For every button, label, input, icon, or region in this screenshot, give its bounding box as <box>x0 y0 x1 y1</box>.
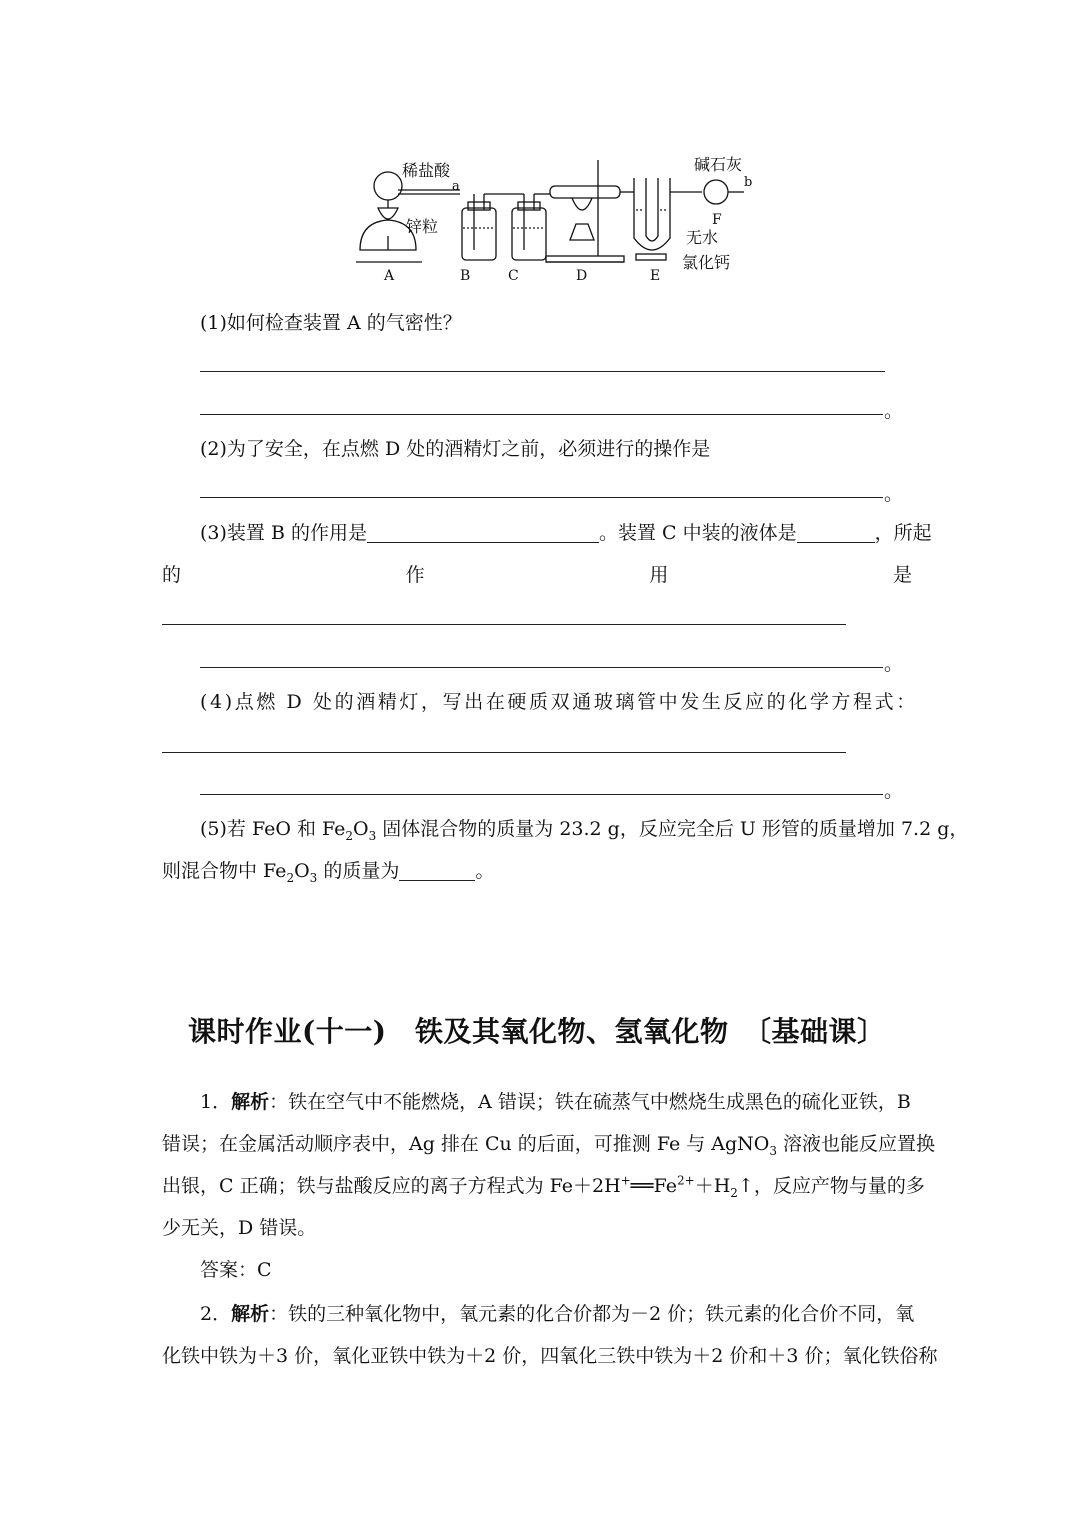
question-5-line-1 <box>200 817 968 841</box>
answer-line <box>200 667 883 668</box>
question-3-part1: (3)装置 B 的作用是 <box>200 522 367 544</box>
label-tube-f: F <box>712 212 722 228</box>
answer-line <box>200 414 883 415</box>
answer-1-line-1 <box>200 1090 911 1114</box>
subscript: 3 <box>309 870 318 885</box>
label-apparatus-b: B <box>460 268 471 284</box>
text-run: ：铁的三种氧化物中，氧元素的化合价都为－2 价；铁元素的化合价不同，氧 <box>269 1303 915 1325</box>
answer-2-line-1 <box>200 1302 914 1326</box>
subscript: 2 <box>730 1185 738 1200</box>
period-mark: 。 <box>884 653 904 675</box>
answer-1-line-2 <box>162 1132 935 1156</box>
subscript: 2 <box>345 828 354 843</box>
label-apparatus-d: D <box>576 268 588 284</box>
question-4: (4)点燃 D 处的酒精灯，写出在硬质双通玻璃管中发生反应的化学方程式： <box>200 691 918 713</box>
text-run: ↑，反应产物与量的多 <box>737 1175 925 1197</box>
subscript: 2 <box>286 870 295 885</box>
label-apparatus-c: C <box>508 268 519 284</box>
subscript: 3 <box>769 1143 778 1158</box>
label-anhydrous-1: 无水 <box>686 228 719 247</box>
label-zinc: 锌粒 <box>406 217 439 236</box>
fill-blank <box>797 522 875 543</box>
text-run: 则混合物中 Fe <box>162 860 287 882</box>
answer-1-line-4: 少无关，D 错误。 <box>162 1217 317 1239</box>
spread-char: 的 <box>162 564 182 586</box>
fill-blank <box>367 522 599 543</box>
item-number: 2． <box>200 1303 232 1325</box>
answer-line <box>200 794 883 795</box>
period-mark: 。 <box>884 483 904 505</box>
label-apparatus-a: A <box>384 268 395 284</box>
label-anhydrous-2: 氯化钙 <box>682 253 731 272</box>
text-run: 溶液也能反应置换 <box>777 1133 936 1155</box>
question-1: (1)如何检查装置 A 的气密性？ <box>200 312 462 334</box>
text-run: O <box>353 818 369 840</box>
analysis-label: 解析 <box>231 1303 270 1325</box>
answer-1-line-3 <box>162 1174 925 1198</box>
text-run: 固体混合物的质量为 23.2 g，反应完全后 U 形管的质量增加 7.2 g， <box>376 818 969 840</box>
subscript: 3 <box>368 828 377 843</box>
period-mark: 。 <box>884 780 904 802</box>
answer-line <box>200 371 885 372</box>
superscript: 2+ <box>677 1173 695 1188</box>
text-run: 错误；在金属活动顺序表中，Ag 排在 Cu 的后面，可推测 Fe 与 AgNO <box>162 1133 770 1155</box>
question-3-spread-line <box>162 563 912 587</box>
label-soda-lime: 碱石灰 <box>694 155 743 174</box>
spread-char: 是 <box>892 564 912 586</box>
apparatus-figure <box>350 150 770 285</box>
text-run: (5)若 FeO 和 Fe <box>200 818 346 840</box>
analysis-label: 解析 <box>231 1091 270 1113</box>
text-run: 出银，C 正确；铁与盐酸反应的离子方程式为 Fe＋2H <box>162 1175 621 1197</box>
period-mark: 。 <box>884 400 904 422</box>
question-5-line-2 <box>162 859 494 883</box>
separatory-funnel-bulb <box>374 172 402 200</box>
label-acid: 稀盐酸 <box>402 161 451 180</box>
item-number: 1． <box>200 1091 232 1113</box>
label-valve-a: a <box>452 179 460 194</box>
question-3 <box>200 521 932 545</box>
text-run: 。 <box>475 860 495 882</box>
text-run: ＋H <box>694 1175 731 1197</box>
text-run: ══Fe <box>630 1175 678 1197</box>
section-title: 课时作业(十一) 铁及其氧化物、氢氧化物 〔基础课〕 <box>188 1015 886 1048</box>
answer-1-result: 答案：C <box>200 1259 272 1281</box>
label-port-b: b <box>744 175 753 190</box>
spread-char: 用 <box>649 564 669 586</box>
question-3-part3: ，所起 <box>874 522 932 544</box>
question-2: (2)为了安全，在点燃 D 处的酒精灯之前，必须进行的操作是 <box>200 438 711 460</box>
text-run: ：铁在空气中不能燃烧，A 错误；铁在硫蒸气中燃烧生成黑色的硫化亚铁，B <box>269 1091 911 1113</box>
spread-char: 作 <box>405 564 425 586</box>
answer-line <box>162 752 846 753</box>
text-run: O <box>294 860 310 882</box>
text-run: 的质量为 <box>317 860 400 882</box>
question-3-part2: 。装置 C 中装的液体是 <box>598 522 797 544</box>
label-apparatus-e: E <box>650 268 661 284</box>
answer-line <box>162 624 846 625</box>
superscript: + <box>620 1173 631 1188</box>
fill-blank <box>399 860 475 881</box>
answer-2-line-2: 化铁中铁为＋3 价，氧化亚铁中铁为＋2 价，四氧化三铁中铁为＋2 价和＋3 价；氧化铁俗称 <box>162 1345 938 1367</box>
answer-line <box>200 497 883 498</box>
